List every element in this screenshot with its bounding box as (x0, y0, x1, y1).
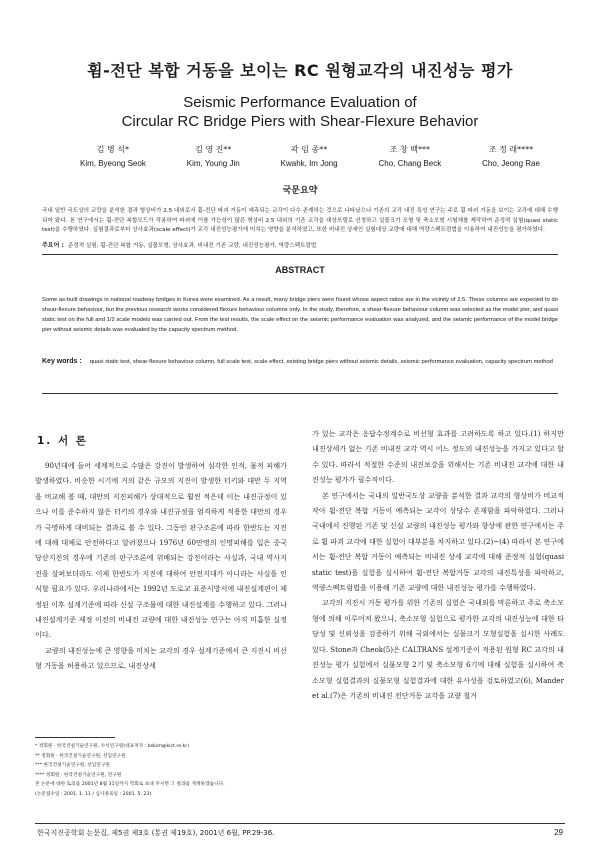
english-keywords-text: quasi static test, shear-flexure behaviour column, full scale test, scale effect, existing bridge piers without seismic details, seismic performance evaluation, capacity spectrum method (89, 359, 553, 365)
footnote: **** 정회원 · 한국건설기술연구원, 연구원 (35, 772, 122, 778)
footnote: *** 한국건설기술연구원, 선임연구원 (35, 763, 110, 768)
body-paragraph: 교량의 내진성능에 큰 영향을 미치는 교각의 경우 설계기준에서 큰 지진시 비선형 거동을 허용하고 있으므로, 내진상세 (35, 645, 287, 671)
title-english-line2: Circular RC Bridge Piers with Shear-Flexure Behavior (121, 113, 479, 130)
footnotes (35, 742, 287, 799)
author-list (80, 144, 540, 168)
author-name-korean: 김 병 석* (96, 145, 130, 154)
author-name-english: Kim, Byeong Seok (80, 159, 146, 168)
author (187, 144, 240, 168)
footnote: 본 논문에 대한 토의를 2001년 8월 31일까지 학회로 보내 주시면 그 결과를 게재하겠습니다. (35, 782, 225, 787)
english-abstract-heading: ABSTRACT (275, 265, 325, 275)
paper-title-english (0, 93, 600, 131)
korean-keywords-text: 준정적 실험, 휨-전단 복합 거동, 실물모형, 상사효과, 비내진 기존 교량, 내진성능평가, 역량스펙트럼법 (67, 243, 317, 249)
journal-citation: 한국지진공학회 논문집, 제5권 제3호 (통권 제19호), 2001년 6월, PP.29-36. (37, 829, 275, 837)
korean-abstract-heading: 국문요약 (282, 186, 318, 196)
page-number: 29 (554, 828, 563, 837)
body-paragraph: 가 있는 교각은 응답수정계수로 비선형 효과를 고려하도록 하고 있다.(1) 하지만 내진상세가 없는 기존 비내진 교각 역시 어느 정도의 내진성능을 가지고 있다고 할 수 있다. 따라서 적절한 수준의 내진보강을 위해서는 기존 비내진 교각에 대한 내진성능 평가가 필수적이다. (312, 429, 564, 485)
paper-title-korean: 휨-전단 복합 거동을 보이는 RC 원형교각의 내진성능 평가 (87, 61, 513, 80)
body-paragraph: 교각의 지진시 거동 평가를 위한 기존의 실험은 국내외를 막론하고 주로 축소모형에 의해 이루어져 왔으나, 축소모형 실험으로 평가한 교각의 내진성능에 대한 타당성 및 신뢰성을 검증하기 위해 국외에서는 실물크기 모형실험을 실시한 사례도 있다. Stone과 Cheok(5)은 CALTRANS 설계기준이 적용된 원형 RC 교각의 내진성능 평가 실험에서 실물모형 2기 및 축소모형 6기에 대해 실험을 실시하여 축소모형 실험결과의 실물모형 실험결과에 대한 유사성을 검토하였고(6), Mander et al.(7)은 기존의 비내진 전단거동 교각을 교량 철거 (312, 598, 564, 700)
divider (42, 254, 558, 255)
korean-keywords (42, 240, 558, 249)
footnote: (논문접수일 : 2001. 1. 11 / 심사종료일 : 2001. 5. 23) (35, 791, 152, 797)
body-paragraph: 본 연구에서는 국내의 일반국도상 교량을 분석한 결과 교각의 형상비가 비교적 작아 휨-전단 복합 거동이 예측되는 교각이 상당수 존재함을 파악하였다. 그러나 국내에서 진행된 기존 및 신설 교량의 내진성능 평가와 향상에 관한 연구에서는 주로 휨 파괴 교각에 대한 실험이 대부분을 차지하고 있다.(2)~(4) 따라서 본 연구에서는 휨-전단 복합 거동이 예측되는 비내진 상세 교각에 대해 준정적 실험(quasi static test)을 실험을 실시하여 휨-전단 복합거동 교각의 내진특성을 파악하고, 역량스펙트럼법을 이용해 기존 교량에 대한 내진성능 평가를 수행하였다. (312, 490, 564, 593)
author (281, 144, 338, 168)
footnote: ** 정회원 · 한국건설기술연구원, 선임연구원 (35, 753, 126, 759)
english-keywords (42, 357, 558, 367)
divider (42, 393, 558, 394)
english-abstract-text: Some as-built drawings in national roadway bridges in Korea were examined. As a result, many bridge piers were found whose aspect ratios are in the vicinity of 2.5. These columns are expected to do shear-flexure behaviour, but the previous research works considered flexure behaviour columns only. In the study, therefore, a shear-flexure behaviour column was selected as the model pier, and quasi static test on the full and 1/2 scale models was carried out. From the test results, the scale effect on the seismic performance evaluation was analyzed, and the seismic performance of the model bridge pier without seismic details was evaluated by the capacity spectrum method. (42, 297, 558, 333)
title-english-line1: Seismic Performance Evaluation of (183, 94, 417, 111)
author-name-korean: 조 정 래**** (488, 145, 534, 154)
author-name-korean: 김 영 진** (195, 145, 232, 154)
author-name-korean: 곽 임 종** (290, 145, 328, 154)
body-paragraph: 90년대에 들어 세계적으로 수많은 강진이 발생하여 심각한 인적, 물적 피해가 발생하였다. 비슷한 시기에 거의 같은 규모의 지진이 발생한 터키와 대만 두 지역을 비교해 볼 때, 대만의 지진피해가 상대적으로 훨씬 적은데 이는 내진규정이 있으나 이를 준수하지 않은 터키의 경우와 내진규정을 엄격하게 적용한 대만의 경우가 극명하게 대비되는 결과로 볼 수 있다. 그동안 판구조론에 따라 한반도는 지진에 대해 대체로 안전하다고 알려졌으나 1976년 60만명의 인명피해를 입은 중국 당산지진의 경우에 기존의 판구조론에 위배되는 강진이라는 사실과, 국내 역사지진을 살펴보더라도 이제 한반도가 지진에 대하여 안전지대가 아니라는 사실을 인식할 필요가 있다. 우리나라에서는 1992년 도로교 표준시방서에 내진설계편이 제정된 이후 설계기준에 따라 신설 구조물에 대한 내진설계를 수행하고 있다. 그러나 내진설계기준 제정 이전의 비내진 교량에 대한 내진성능 연구는 아직 미흡한 실정이다. (35, 461, 287, 640)
english-keywords-label: Key words : (42, 358, 82, 365)
footnote: * 정회원 · 한국건설기술연구원, 수석연구원(대표저자 : bskim@kict.re.kr) (35, 744, 190, 749)
author-name-english: Kwahk, Im Jong (280, 159, 338, 168)
body-column-left (35, 458, 287, 674)
author (482, 144, 540, 168)
body-column-right (312, 426, 564, 703)
author (378, 144, 441, 168)
author-name-english: Cho, Chang Beck (378, 159, 442, 168)
korean-keywords-label: 주요어 : (42, 242, 64, 249)
author (80, 144, 146, 168)
page-footer (37, 828, 563, 838)
author-name-korean: 조 창 백*** (389, 145, 430, 154)
korean-abstract-text: 국내 일반 국도상의 교량을 분석한 결과 형상비가 2.5 내외로서 휨-전단 파괴 거동이 예측되는 교각이 다수 존재하는 것으로 나타났으나 기존의 교각 내진 특성 연구는 주로 휨 파괴 거동을 보이는 교각에 대해 수행되어 왔다. 본 연구에서는 휨-전단 복합모드가 작용하여 파괴에 이를 가능성이 많은 형상비 2.5 내외의 기존 교각을 대상모델로 선정하고 실물크기 모형 및 축소모형 시험체를 제작하여 준정적 실험(quasi static test)을 수행하였다. 실험결과로부터 상사효과(scale effect)가 교각 내진성능평가에 미치는 영향을 분석하였고, 또한 비내진 상세인 실험대상 교량에 대해 역량스펙트럼법을 이용하여 내진성능을 평가하였다. (42, 208, 558, 233)
author-name-english: Cho, Jeong Rae (482, 159, 540, 168)
footer-divider (35, 823, 565, 824)
section-heading-introduction: 1. 서 론 (37, 435, 88, 447)
author-name-english: Kim, Young Jin (186, 159, 240, 168)
footnote-divider (35, 737, 115, 738)
